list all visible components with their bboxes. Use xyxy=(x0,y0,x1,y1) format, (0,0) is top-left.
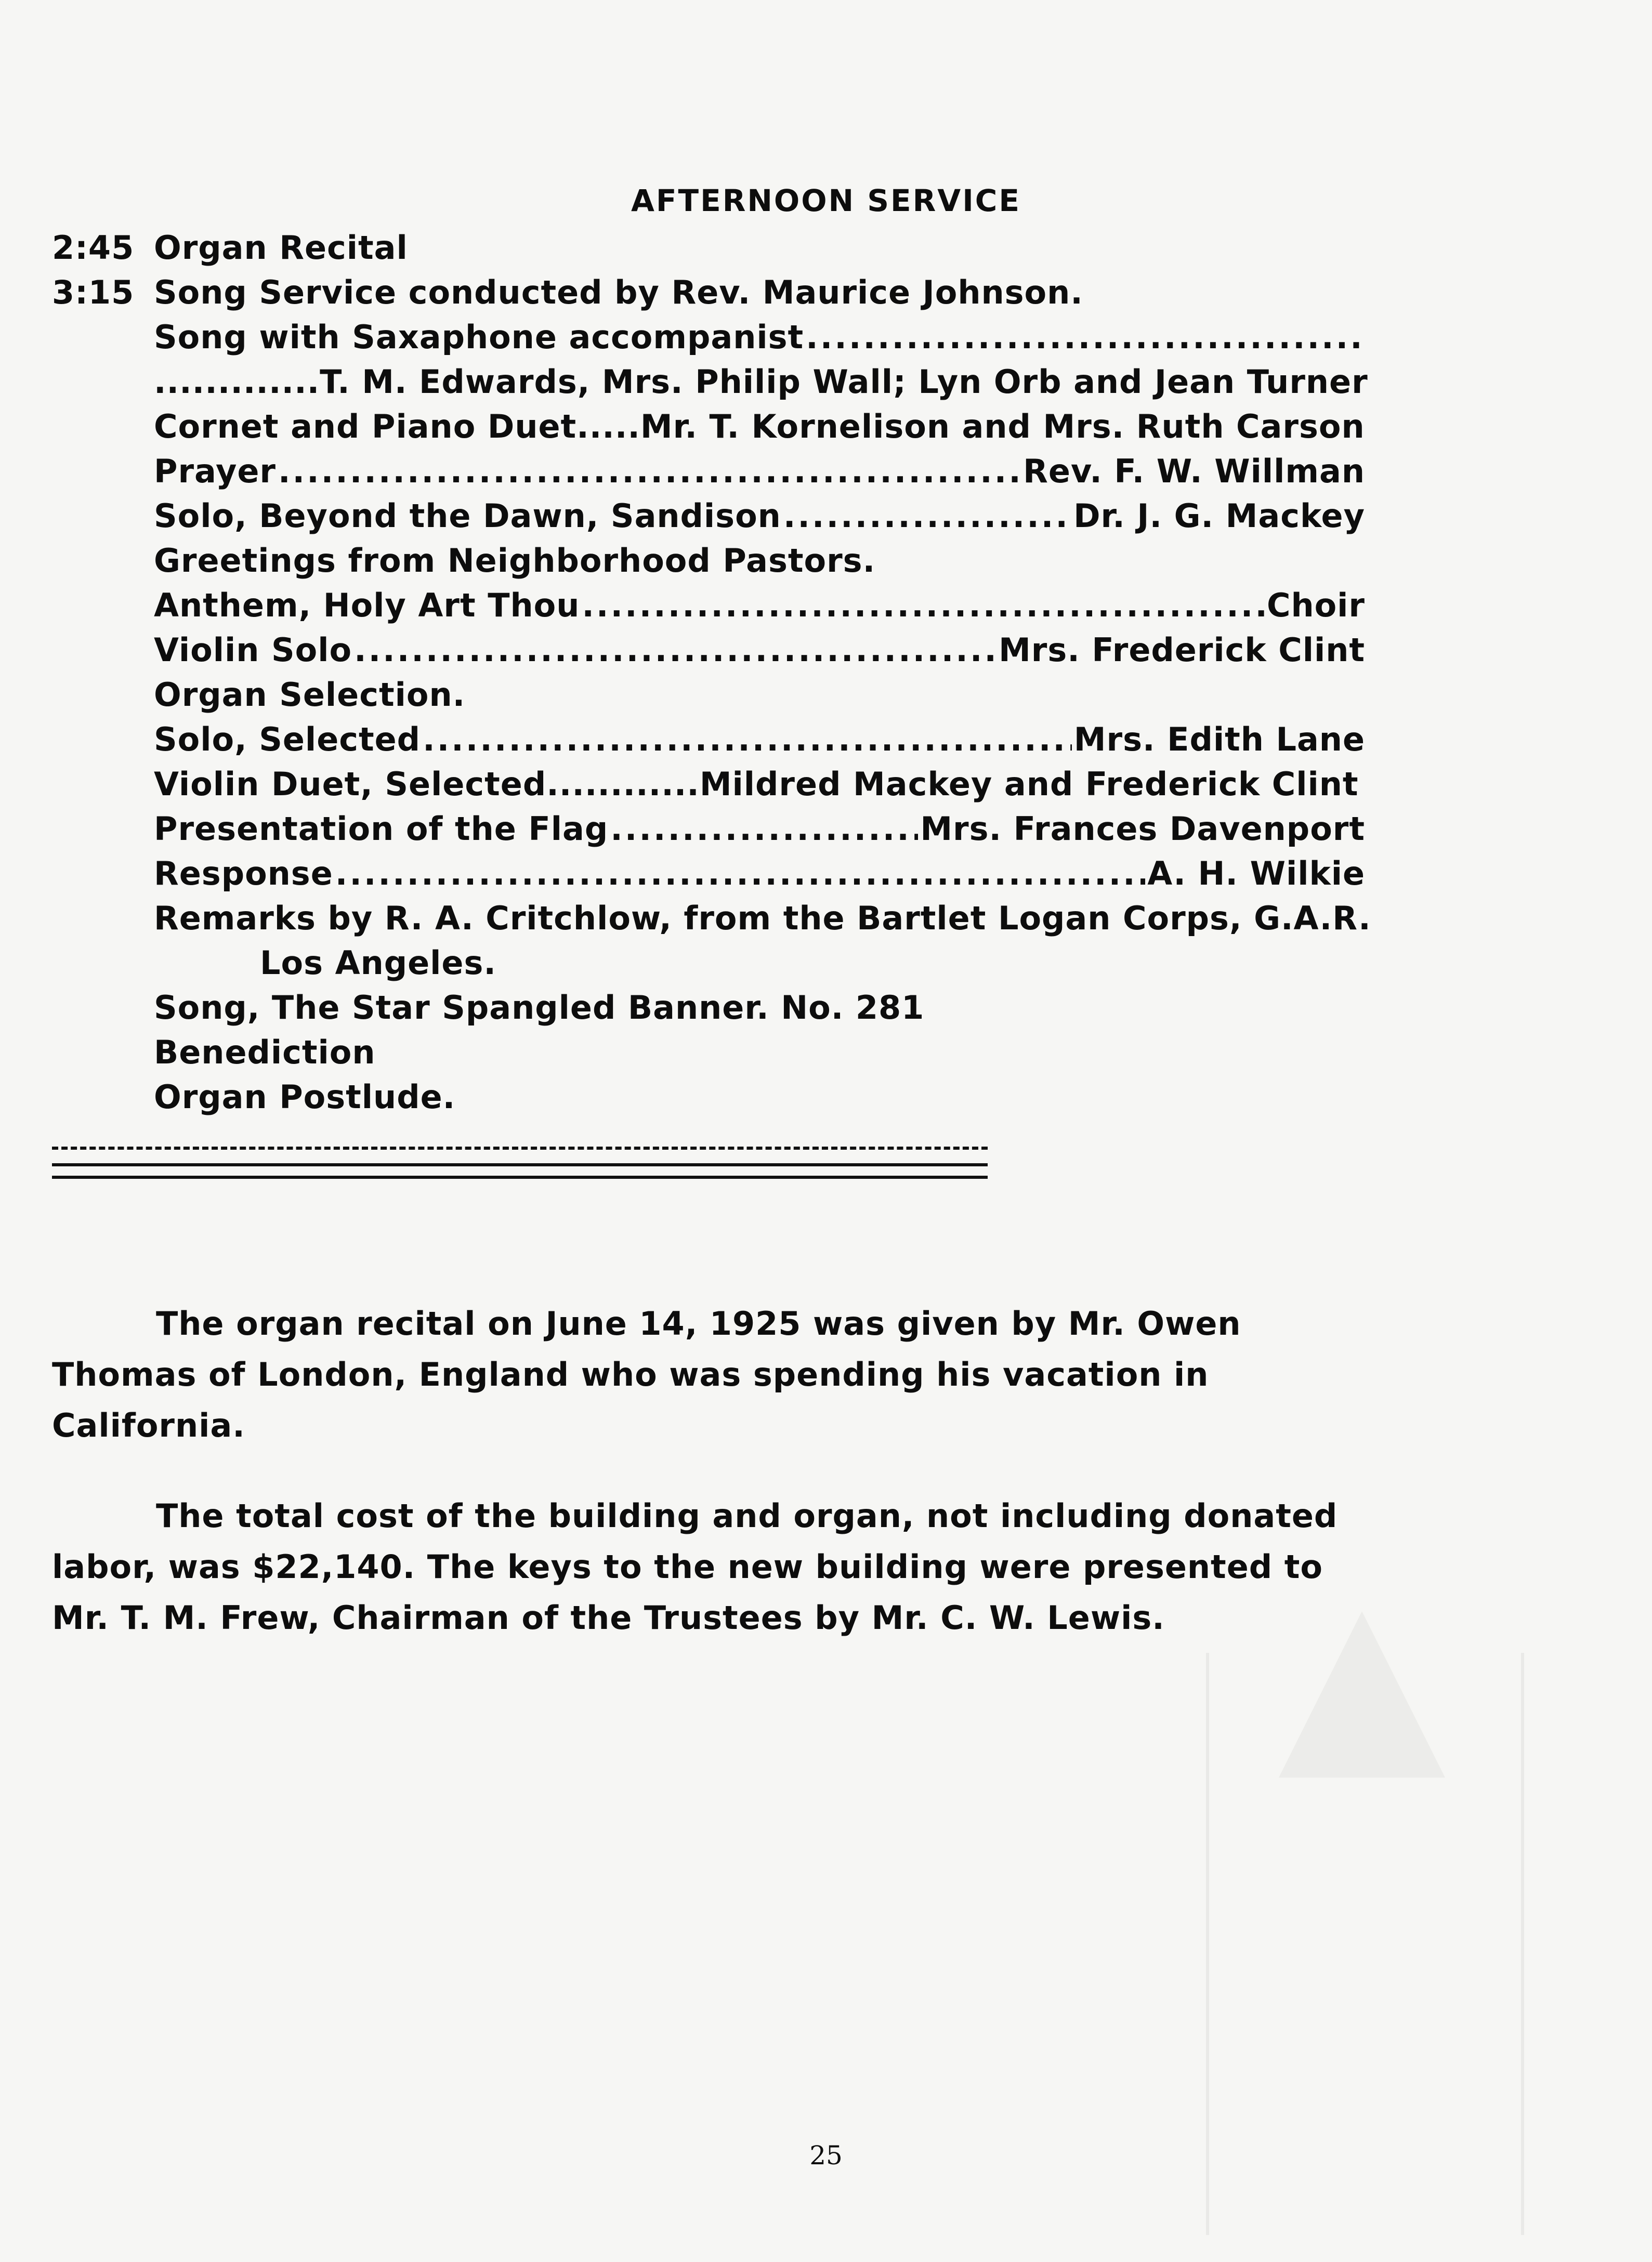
divider-solid-1 xyxy=(52,1163,988,1166)
organ-recital: Organ Recital xyxy=(154,229,408,267)
time-315: 3:15 xyxy=(52,273,135,311)
program-item-anthem xyxy=(154,586,1365,624)
item-performer: Mrs. Frederick Clint xyxy=(999,631,1365,669)
paragraph-building-cost xyxy=(52,1491,1466,1643)
program-item-solo-selected xyxy=(154,720,1365,758)
divider-solid-2 xyxy=(52,1176,988,1179)
item-label: Solo, Beyond the Dawn, Sandison xyxy=(154,497,781,535)
page-number: 25 xyxy=(809,2140,843,2171)
program-item-solo-beyond-dawn xyxy=(154,497,1365,535)
leader-dots xyxy=(335,854,1146,892)
item-performer: Mrs. Frances Davenport xyxy=(920,810,1365,848)
item-label: Song with Saxaphone accompanist xyxy=(154,318,804,356)
item-label: Violin Solo xyxy=(154,631,352,669)
leader-dots xyxy=(806,318,1363,356)
remarks: Remarks by R. A. Critchlow, from the Bartlet Logan Corps, G.A.R. xyxy=(154,899,1371,937)
item-label: Solo, Selected xyxy=(154,720,421,758)
paragraph-line: Mr. T. M. Frew, Chairman of the Trustees by Mr. C. W. Lewis. xyxy=(52,1599,1165,1637)
item-label: Prayer xyxy=(154,452,276,490)
item-label: Response xyxy=(154,854,333,892)
time-245: 2:45 xyxy=(52,229,135,267)
program-item-flag xyxy=(154,810,1365,848)
item-label: Anthem, Holy Art Thou xyxy=(154,586,580,624)
divider-dashed xyxy=(52,1147,988,1150)
violin-duet: Violin Duet, Selected............Mildred Mackey and Frederick Clint xyxy=(154,765,1359,803)
item-performer: Rev. F. W. Willman xyxy=(1023,452,1365,490)
leader-dots xyxy=(423,720,1072,758)
greetings: Greetings from Neighborhood Pastors. xyxy=(154,542,876,580)
item-label: Presentation of the Flag xyxy=(154,810,609,848)
saxophone-performers: .............T. M. Edwards, Mrs. Philip Wall; Lyn Orb and Jean Turner xyxy=(154,363,1368,401)
leader-dots xyxy=(610,810,918,848)
song-service: Song Service conducted by Rev. Maurice Johnson. xyxy=(154,273,1083,311)
item-performer: Dr. J. G. Mackey xyxy=(1073,497,1365,535)
leader-dots xyxy=(278,452,1021,490)
organ-selection: Organ Selection. xyxy=(154,676,466,714)
leader-dots xyxy=(582,586,1265,624)
remarks-continued: Los Angeles. xyxy=(260,944,496,982)
paragraph-line: The organ recital on June 14, 1925 was given by Mr. Owen xyxy=(156,1305,1241,1343)
program-item-violin-solo xyxy=(154,631,1365,669)
program-item-prayer xyxy=(154,452,1365,490)
paragraph-line: California. xyxy=(52,1406,245,1444)
paragraph-organ-recital xyxy=(52,1298,1466,1451)
leader-dots xyxy=(783,497,1071,535)
star-spangled-banner: Song, The Star Spangled Banner. No. 281 xyxy=(154,989,925,1027)
item-performer: A. H. Wilkie xyxy=(1147,854,1365,892)
cornet-duet: Cornet and Piano Duet.....Mr. T. Kornelison and Mrs. Ruth Carson xyxy=(154,407,1365,445)
item-performer: Choir xyxy=(1266,586,1365,624)
paragraph-line: labor, was $22,140. The keys to the new building were presented to xyxy=(52,1548,1323,1586)
section-heading: AFTERNOON SERVICE xyxy=(631,183,1021,218)
paragraph-line: The total cost of the building and organ, not including donated xyxy=(156,1497,1338,1535)
paragraph-line: Thomas of London, England who was spending his vacation in xyxy=(52,1356,1209,1393)
program-item-response xyxy=(154,854,1365,892)
organ-postlude: Organ Postlude. xyxy=(154,1078,456,1116)
item-performer: Mrs. Edith Lane xyxy=(1073,720,1365,758)
program-item-saxophone xyxy=(154,318,1365,356)
leader-dots xyxy=(354,631,997,669)
benediction: Benediction xyxy=(154,1033,376,1071)
